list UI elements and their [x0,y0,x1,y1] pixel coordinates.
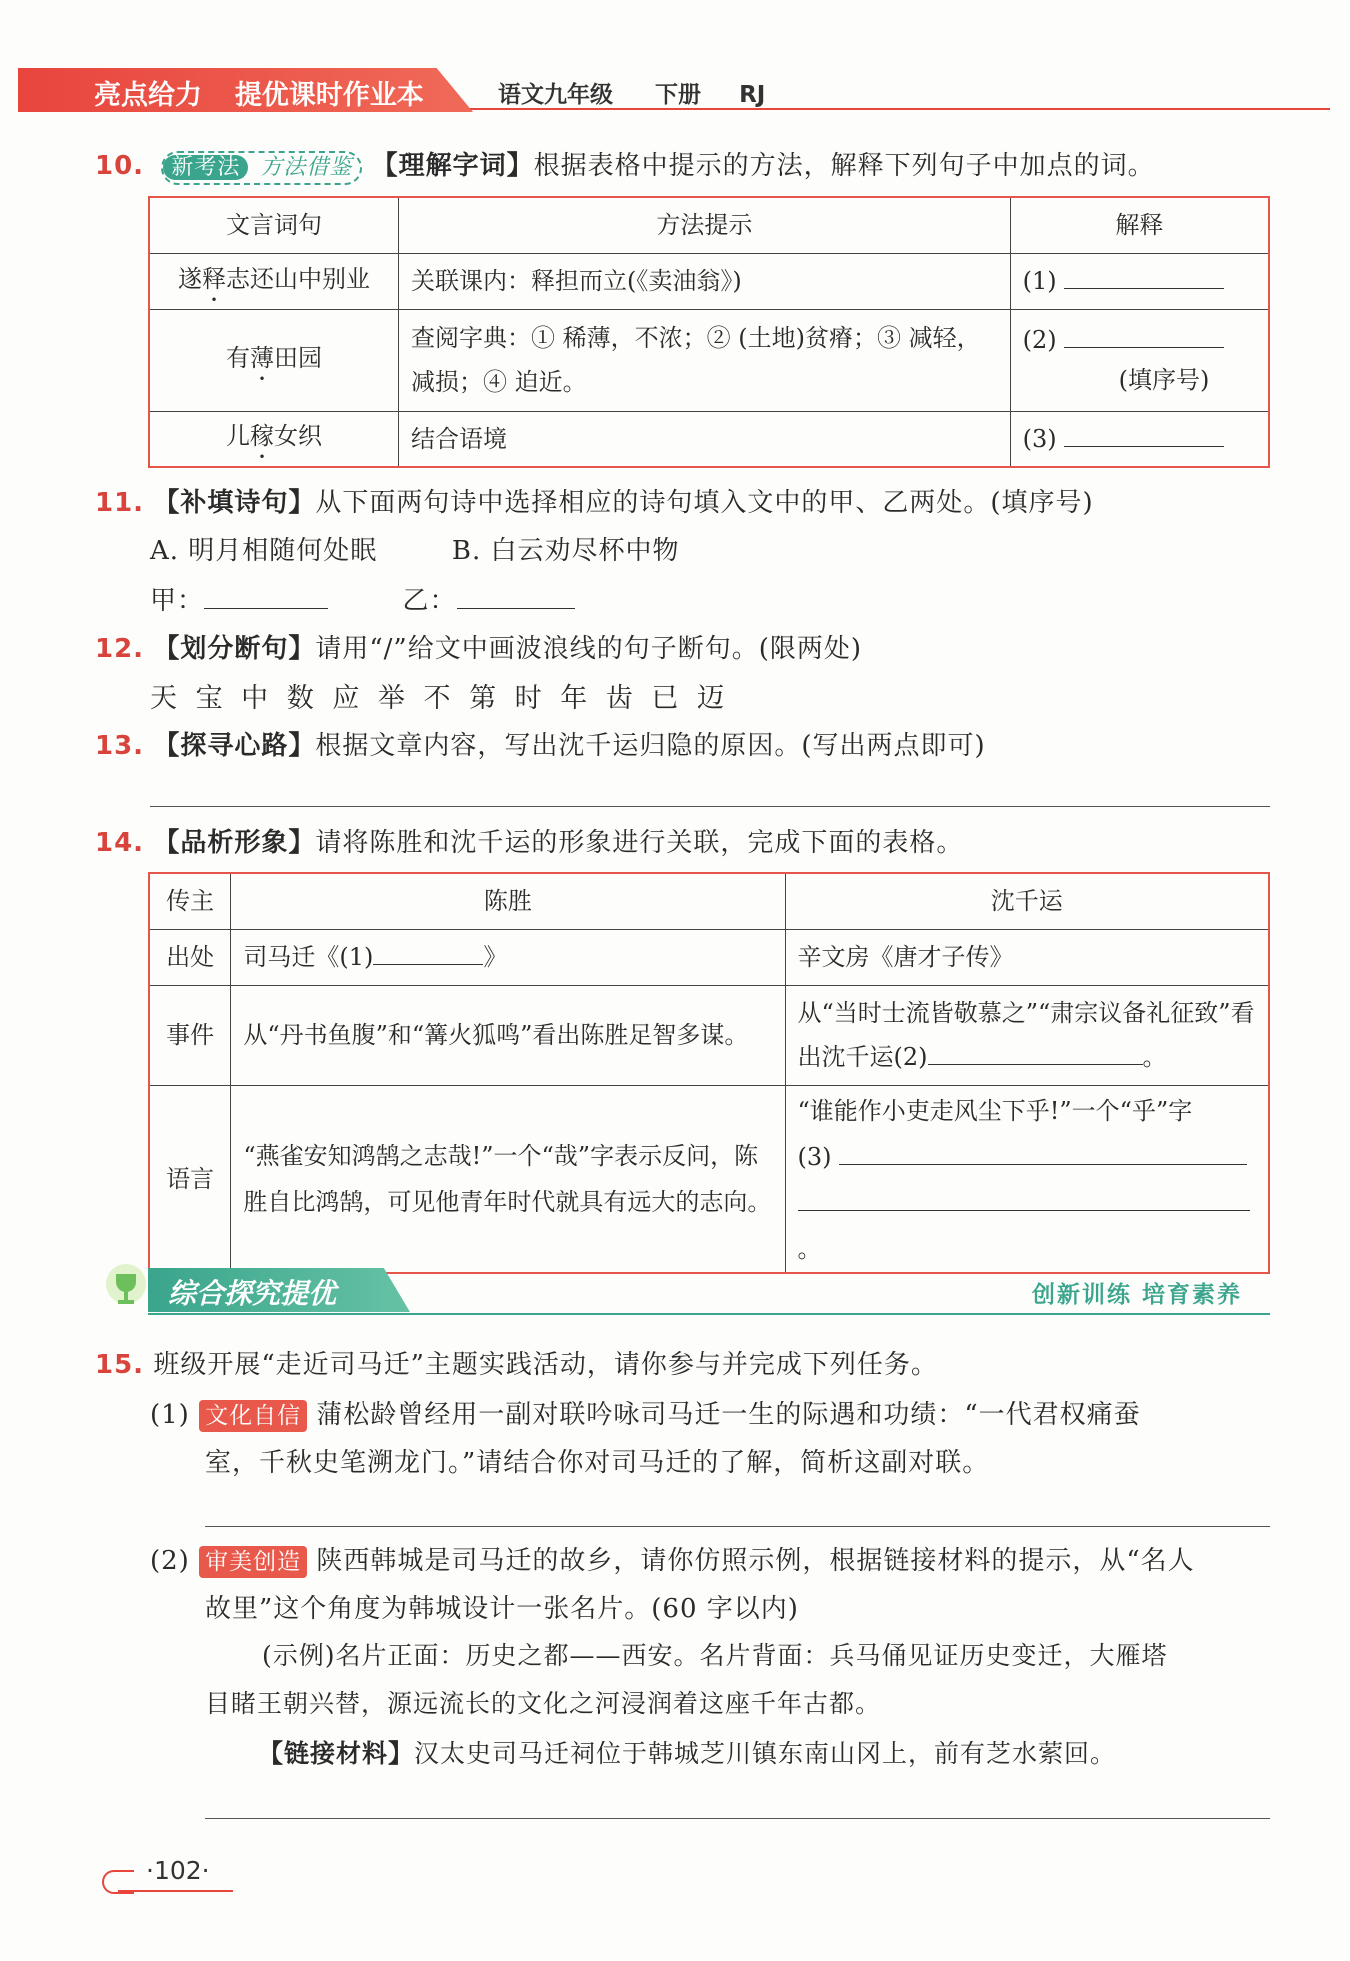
page-number: ·102· [146,1856,210,1885]
answer-cell: (1) [1010,253,1269,309]
answer-blank-1[interactable] [1064,288,1224,289]
q15-part-1: (1) 文化自信 蒲松龄曾经用一副对联吟咏司马迁一生的际遇和功绩：“一代君权痛蚕 [150,1400,1141,1430]
answer-cell: (3) [1010,411,1269,467]
new-method-badge: 新考法 方法借鉴 [161,151,362,185]
classical-phrase: 儿稼女织 [149,411,399,467]
trophy-icon [100,1262,152,1314]
q10-table [148,196,1270,468]
q11-options: A. 明月相随何处眠 B. 白云劝尽杯中物 [150,536,680,566]
q15-1-answer-line[interactable] [205,1526,1270,1527]
question-11: 11. 【补填诗句】从下面两句诗中选择相应的诗句填入文中的甲、乙两处。(填序号) [95,488,1094,518]
table-header-row: 传主 陈胜 沈千运 [149,873,1269,929]
yi-blank[interactable] [457,608,575,609]
question-14: 14. 【品析形象】请将陈胜和沈千运的形象进行关联，完成下面的表格。 [95,828,964,858]
header-subject-line: 语文九年级 下册 RJ [498,82,766,108]
table-row: 遂释志还山中别业 关联课内：释担而立(《卖油翁》) (1) [149,253,1269,309]
section-title: 综合探究提优 [168,1277,337,1310]
question-13: 13. 【探寻心路】根据文章内容，写出沈千运归隐的原因。(写出两点即可) [95,731,986,761]
classical-phrase: 有薄田园 [149,309,399,411]
answer-blank-2[interactable] [1064,347,1224,348]
q15-part-2-cont: 故里”这个角度为韩城设计一张名片。(60 字以内) [205,1594,799,1624]
jia-blank[interactable] [204,608,328,609]
q15-part-1-cont: 室，千秋史笔溯龙门。”请结合你对司马迁的了解，简析这副对联。 [205,1448,990,1478]
table-row: 语言 “燕雀安知鸿鹄之志哉!”一个“哉”字表示反问，陈胜自比鸿鹄，可见他青年时代就具有远大的志向。 “谁能作小吏走风尘下乎!”一个“乎”字 (3) 。 [149,1085,1269,1273]
q15-2-answer-line[interactable] [205,1818,1270,1819]
q15-link-material: 【链接材料】汉太史司马迁祠位于韩城芝川镇东南山冈上，前有芝水萦回。 [258,1739,1117,1768]
question-10: 10. 新考法 方法借鉴 【理解字词】根据表格中提示的方法，解释下列句子中加点的词。 [95,145,1155,185]
section-slogan: 创新训练 培育素养 [1032,1282,1243,1308]
culture-confidence-tag: 文化自信 [199,1400,307,1432]
table-row: 有薄田园 查阅字典：① 稀薄，不浓；② (土地)贫瘠；③ 减轻，减损；④ 迫近。 (2) (填序号) [149,309,1269,411]
q15-part-2: (2) 审美创造 陕西韩城是司马迁的故乡，请你仿照示例，根据链接材料的提示，从“名人 [150,1546,1195,1576]
event-shen: 从“当时士流皆敬慕之”“肃宗议备礼征致”看出沈千运(2) 。 [785,985,1269,1085]
section-rule [148,1313,1270,1315]
header-rule [470,108,1330,110]
q15-example-1: (示例)名片正面：历史之都——西安。名片背面：兵马俑见证历史变迁，大雁塔 [262,1641,1168,1670]
aesthetic-creation-tag: 审美创造 [199,1546,307,1578]
q13-answer-line[interactable] [150,806,1270,807]
answer-blank-3[interactable] [839,1164,1247,1165]
footer-rule [118,1890,233,1892]
q12-sentence[interactable]: 天 宝 中 数 应 举 不 第 时 年 齿 已 迈 [150,683,728,714]
table-row: 事件 从“丹书鱼腹”和“篝火狐鸣”看出陈胜足智多谋。 从“当时士流皆敬慕之”“肃宗议备礼征致”看出沈千运(2) 。 [149,985,1269,1085]
answer-blank-2[interactable] [928,1064,1143,1065]
question-12: 12. 【划分断句】请用“/”给文中画波浪线的句子断句。(限两处) [95,634,862,664]
answer-blank-1[interactable] [373,964,483,965]
question-15: 15. 班级开展“走近司马迁”主题实践活动，请你参与并完成下列任务。 [95,1350,938,1380]
table-row: 出处 司马迁《(1) 》 辛文房《唐才子传》 [149,929,1269,985]
table-header-row: 文言词句 方法提示 解释 [149,197,1269,253]
answer-cell: (2) (填序号) [1010,309,1269,411]
header-brand: 亮点给力 提优课时作业本 [94,80,424,111]
q14-table [148,872,1270,1274]
q11-answers: 甲： 乙： [150,580,575,617]
lang-shen: “谁能作小吏走风尘下乎!”一个“乎”字 (3) 。 [785,1085,1269,1273]
table-row: 儿稼女织 结合语境 (3) [149,411,1269,467]
answer-blank-3[interactable] [1064,446,1224,447]
q15-example-2: 目睹王朝兴替，源远流长的文化之河浸润着这座千年古都。 [205,1689,882,1718]
source-chen: 司马迁《(1) 》 [231,929,785,985]
answer-blank-3b[interactable] [798,1210,1250,1211]
classical-phrase: 遂释志还山中别业 [149,253,399,309]
